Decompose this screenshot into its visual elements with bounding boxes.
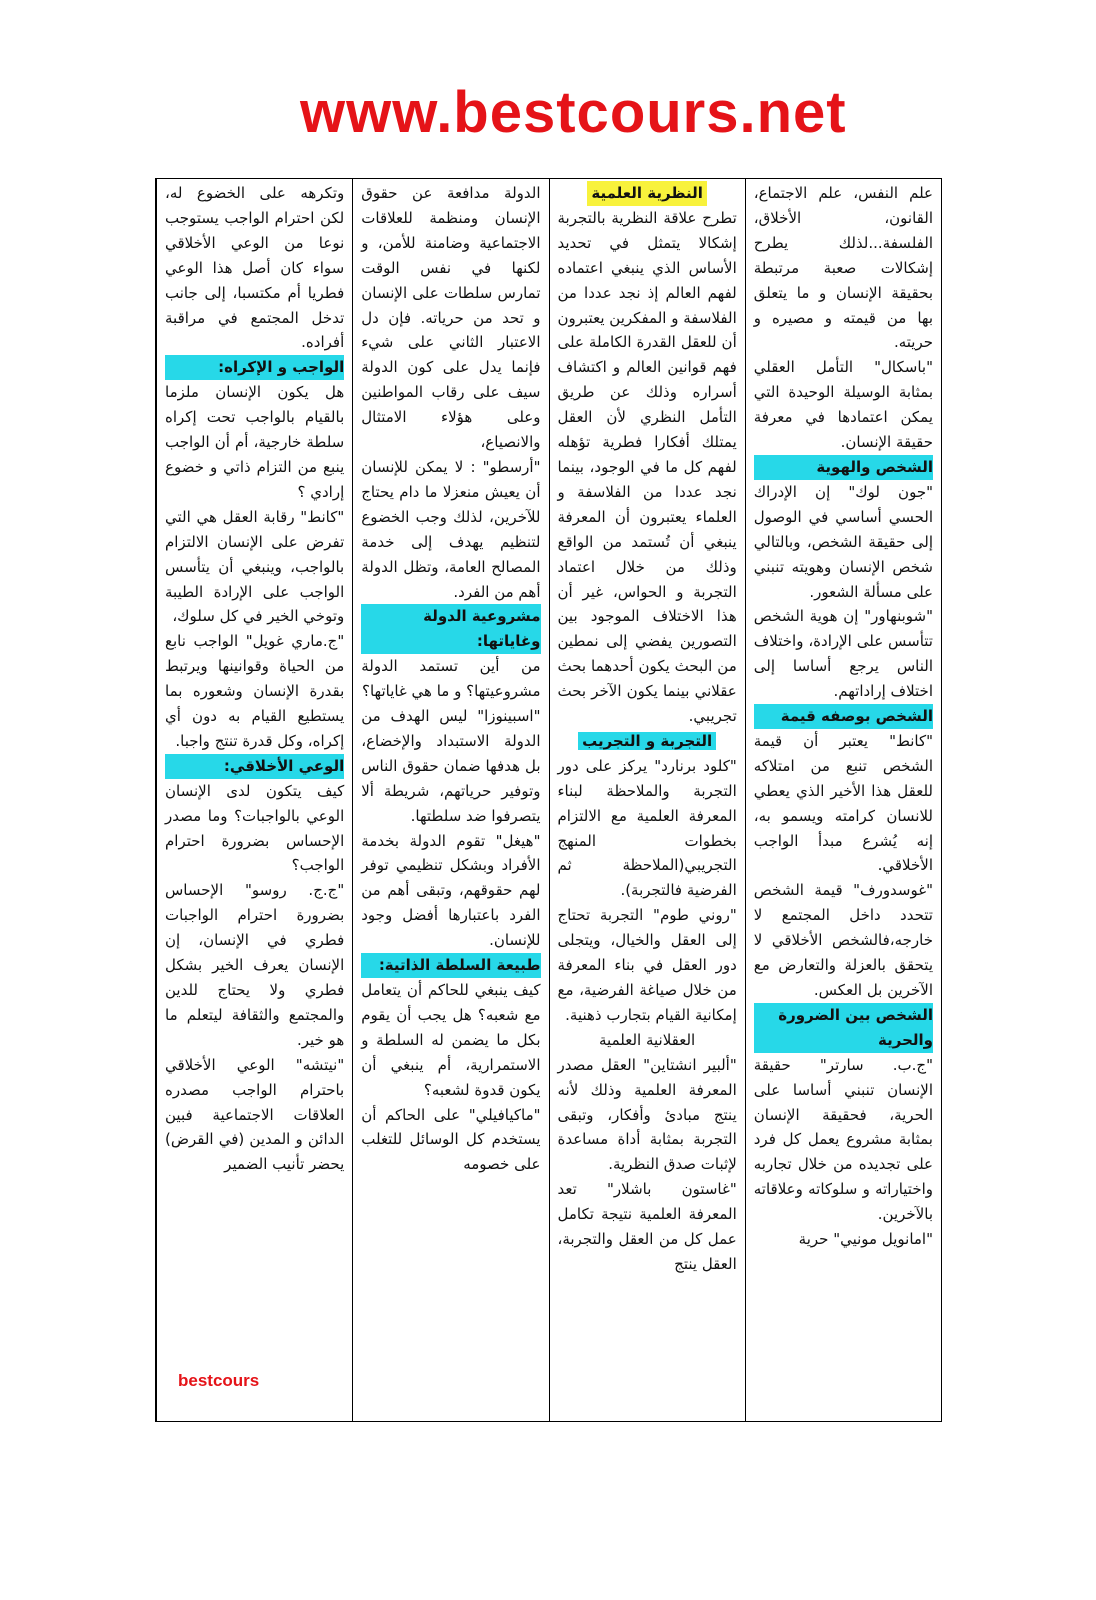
paragraph: "كلود برنارد" يركز على دور التجربة والملاحظة لبناء المعرفة العلمية مع الالتزام بخطوات المنهج التجريبي(الملاحظة ثم الفرضية فالتجربة). [557, 756, 737, 900]
paragraph: "شوبنهاور" إن هوية الشخص تتأسس على الإرادة، واختلاف الناس يرجع أساسا إلى اختلاف إراداتهم. [753, 607, 933, 701]
paragraph: "ألبير انشتاين" العقل مصدر المعرفة العلمية وذلك لأنه ينتج مبادئ وأفكار، وتبقى التجربة بمثابة أداة مساعدة لإثبات صدق النظرية. [557, 1055, 737, 1174]
paragraph: "كانط" يعتبر أن قيمة الشخص تنبع من امتلاكه للعقل هذا الأخير الذي يعطي للانسان كرامته ويسمو به، إنه يُشرع مبدأ الواجب الأخلاقي. [753, 731, 933, 875]
paragraph: تطرح علاقة النظرية بالتجربة إشكالا يتمثل في تحديد الأساس الذي ينبغي اعتماده لفهم العالم إذ نجد عددا من الفلاسفة و المفكرين يعتبرون أن للعقل القدرة الكاملة على فهم قوانين العالم و اكتشاف أسراره وذلك عن طريق التأمل النظري لأن العقل يمتلك أفكارا فطرية تؤهله لفهم كل ما في الوجود، بينما نجد عددا من الفلاسفة و العلماء يعتبرون أن المعرفة ينبغي أن تُستمد من الواقع وذلك من خلال اعتماد التجربة و الحواس، غير أن هذا الاختلاف الموجود بين التصورين يفضي إلى نمطين من البحث يكون أحدهما بحث عقلاني بينما يكون الآخر بحث تجريبي. [557, 208, 737, 726]
section-heading: مشروعية الدولة وغاياتها: [361, 604, 540, 654]
paragraph: "ج.ماري غويل" الواجب نابع من الحياة وقوانينها ويرتبط بقدرة الإنسان وشعوره بما يستطيع القيام به دون أي إكراه، وكل قدرة تنتج واجبا. [165, 632, 345, 750]
paragraph: "ماكيافيلي" على الحاكم أن يستخدم كل الوسائل للتغلب على خصومه [361, 1105, 541, 1174]
paragraph: "هيغل" تقوم الدولة بخدمة الأفراد وبشكل تنظيمي توفر لهم حقوقهم، وتبقى أهم من الفرد باعتبارها أفضل وجود للإنسان. [361, 831, 541, 950]
paragraph: "روني طوم" التجربة تحتاج إلى العقل والخيال، ويتجلى دور العقل في بناء المعرفة من خلال صياغة الفرضية، مع إمكانية القيام بتجارب ذهنية. [557, 906, 737, 1024]
paragraph: "أرسطو" : لا يمكن للإنسان أن يعيش منعزلا ما دام يحتاج للآخرين، لذلك وجب الخضوع لتنظيم يهدف إلى خدمة المصالح العامة، وتظل الدولة أهم من الفرد. [361, 457, 541, 601]
paragraph: "غوسدورف" قيمة الشخص تتحدد داخل المجتمع لا خارجه،فالشخص الأخلاقي لا يتحقق بالعزلة والتعارض مع الآخرين بل العكس. [753, 881, 933, 999]
paragraph: هل يكون الإنسان ملزما بالقيام بالواجب تحت إكراه سلطة خارجية، أم أن الواجب ينبع من التزام ذاتي و خضوع إرادي ؟ [165, 383, 345, 501]
paragraph: "باسكال" التأمل العقلي بمثابة الوسيلة الوحيدة التي يمكن اعتمادها في معرفة حقيقة الإنسان. [753, 358, 933, 452]
paragraph: "ج.ب. سارتر" حقيقة الإنسان تنبني أساسا على الحرية، فحقيقة الإنسان بمثابة مشروع يعمل كل فرد على تجديده من خلال تجاربه واختياراته و سلوكاته وعلاقاته بالآخرين. [753, 1055, 933, 1224]
section-heading: الشخص بوصفه قيمة [754, 704, 933, 729]
section-heading: الشخص بين الضرورة والحرية [754, 1003, 933, 1053]
section-heading: التجربة و التجريب [558, 729, 737, 754]
column-2 [549, 179, 745, 1421]
paragraph: علم النفس، علم الاجتماع، القانون، الأخلاق، الفلسفة...لذلك يطرح إشكالات صعبة مرتبطة بحقيقة الإنسان و ما يتعلق بها من قيمته و مصيره و حريته. [753, 184, 933, 352]
column-3 [352, 179, 548, 1421]
paragraph: وتكرهه على الخضوع له، لكن احترام الواجب يستوجب نوعا من الوعي الأخلاقي سواء كان أصل هذا الوعي فطريا أم مكتسبا، إلى جانب تدخل المجتمع في مراقبة أفراده. [165, 184, 345, 352]
paragraph: من أين تستمد الدولة مشروعيتها؟ و ما هي غاياتها؟ [361, 657, 541, 701]
column-1 [745, 179, 941, 1421]
section-heading: النظرية العلمية [558, 181, 737, 206]
paragraph: "ج.ج. روسو" الإحساس بضرورة احترام الواجبات فطري في الإنسان، إن الإنسان يعرف الخير بشكل فطري ولا يحتاج للدين والمجتمع والثقافة ليتعلم ما هو خير. [165, 881, 345, 1049]
watermark-text: bestcours [178, 1371, 260, 1390]
paragraph: "جون لوك" إن الإدراك الحسي أساسي في الوصول إلى حقيقة الشخص، وبالتالي شخص الإنسان وهويته تنبني على مسألة الشعور. [753, 482, 933, 601]
section-subheading: العقلانية العلمية [599, 1030, 696, 1049]
section-heading: طبيعة السلطة الذاتية: [361, 953, 540, 978]
paragraph: كيف ينبغي للحاكم أن يتعامل مع شعبه؟ هل يجب أن يقوم بكل ما يضمن له السلطة و الاستمرارية، أم ينبغي أن يكون قدوة لشعبه؟ [361, 981, 541, 1099]
paragraph: "امانويل مونيي" حرية [798, 1230, 933, 1249]
paragraph: الدولة مدافعة عن حقوق الإنسان ومنظمة للعلاقات الاجتماعية وضامنة للأمن، و لكنها في نفس الوقت تمارس سلطات على الإنسان و تحد من حرياته. فإن دل الاعتبار الثاني على شيء فإنما يدل على كون الدولة سيف على رقاب المواطنين وعلى هؤلاء الامتثال والانصياع، [361, 184, 541, 452]
paragraph: كيف يتكون لدى الإنسان الوعي بالواجبات؟ وما مصدر الإحساس بضرورة احترام الواجب؟ [165, 781, 345, 875]
column-4 [156, 179, 352, 1421]
document-table [155, 178, 942, 1422]
section-heading: الواجب و الإكراه: [165, 355, 344, 380]
paragraph: "نيتشه" الوعي الأخلاقي باحترام الواجب مصدره العلاقات الاجتماعية فبين الدائن و المدين (في القرض) يحضر تأنيب الضمير [165, 1055, 345, 1174]
site-url-header[interactable]: www.bestcours.net [300, 80, 847, 145]
section-heading: الوعي الأخلاقي: [165, 754, 344, 779]
paragraph: "غاستون باشلار" تعد المعرفة العلمية نتيجة تكامل عمل كل من العقل والتجربة، العقل ينتج [557, 1180, 737, 1273]
paragraph: "كانط" رقابة العقل هي التي تفرض على الإنسان الالتزام بالواجب، وينبغي أن يتأسس الواجب على الإرادة الطيبة وتوخي الخير في كل سلوك، [165, 507, 345, 626]
paragraph: "اسبينوزا" ليس الهدف من الدولة الاستبداد والإخضاع، بل هدفها ضمان حقوق الناس وتوفير حرياتهم، شريطة ألا يتصرفوا ضد سلطتها. [361, 707, 541, 825]
section-heading: الشخص والهوية [754, 455, 933, 480]
